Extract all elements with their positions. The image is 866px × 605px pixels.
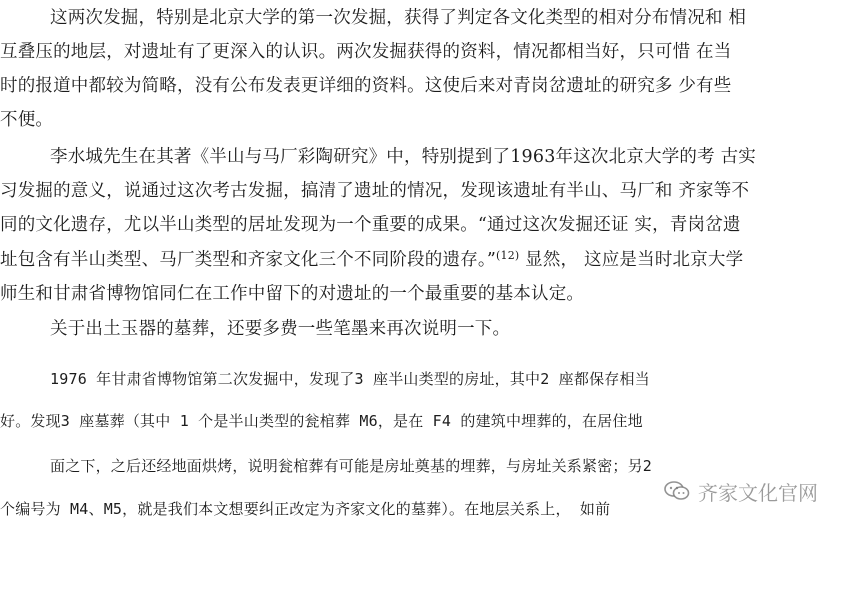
watermark-text: 齐家文化官网 [698,480,818,505]
footnote-reference: (12) [496,249,520,262]
paragraph-1-line-2: 互叠压的地层，对遗址有了更深入的认识。两次发掘获得的资料，情况都相当好，只可惜 在当 [0,42,732,62]
paragraph-2-line-2: 习发掘的意义，说通过这次考古发掘，搞清了遗址的情况，发现该遗址有半山、马厂和 齐家等不 [0,181,750,201]
paragraph-3-line-1: 关于出土玉器的墓葬，还要多费一些笔墨来再次说明一下。 [50,319,511,339]
paragraph-1-line-4: 不便。 [0,110,54,130]
watermark [664,474,818,508]
paragraph-1-line-3: 时的报道中都较为简略，没有公布发表更详细的资料。这使后来对青岗岔遗址的研究多 少有些 [0,76,732,96]
paragraph-2-line-4 [0,245,743,275]
paragraph-2-line-5: 师生和甘肃省博物馆同仁在工作中留下的对遗址的一个最重要的基本认定。 [0,284,585,304]
paragraph-4-line-1: 1976 年甘肃省博物馆第二次发掘中，发现了3 座半山类型的房址，其中2 座都保存相当 [50,370,650,388]
paragraph-2-line-1: 李水城先生在其著《半山与马厂彩陶研究》中，特别提到了1963年这次北京大学的考 古实 [50,147,756,167]
line-text-tail: 显然， 这应是当时北京大学 [519,250,744,270]
paragraph-1-line-1: 这两次发掘，特别是北京大学的第一次发掘，获得了判定各文化类型的相对分布情况和 相 [50,8,747,28]
wechat-icon [664,481,690,501]
paragraph-2-line-3: 同的文化遗存，尤以半山类型的居址发现为一个重要的成果。“通过这次发掘还证 实，青岗岔遗 [0,215,741,235]
paragraph-4-line-4: 个编号为 M4、M5，就是我们本文想要纠正改定为齐家文化的墓葬）。在地层关系上， 如前 [0,500,611,518]
paragraph-4-line-2: 好。发现3 座墓葬（其中 1 个是半山类型的瓮棺葬 M6，是在 F4 的建筑中埋葬的，在居住地 [0,412,643,430]
paragraph-4-line-3: 面之下，之后还经地面烘烤，说明瓮棺葬有可能是房址奠基的埋葬，与房址关系紧密；另2 [50,457,653,475]
line-text: 址包含有半山类型、马厂类型和齐家文化三个不同阶段的遗存。” [0,250,496,270]
